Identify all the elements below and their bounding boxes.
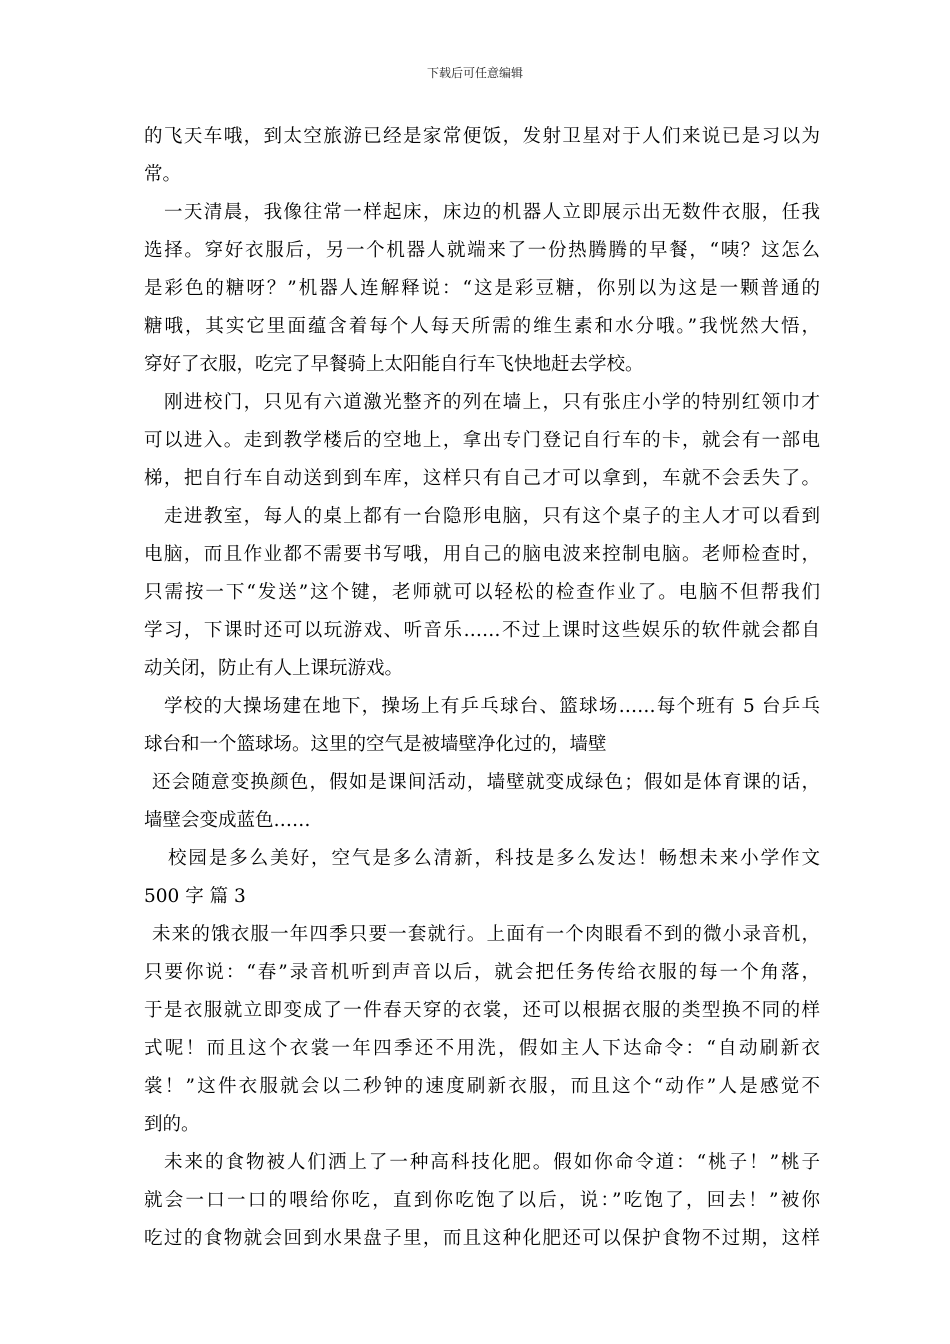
text-line: 可以进入。走到教学楼后的空地上，拿出专门登记自行车的卡，就会有一部电 xyxy=(144,430,820,451)
document-body xyxy=(144,118,820,1258)
text-line: 吃过的食物就会回到水果盘子里，而且这种化肥还可以保护食物不过期，这样 xyxy=(144,1228,820,1249)
text-line: 未来的食物被人们洒上了一种高科技化肥。假如你命令道：“桃子！”桃子 xyxy=(164,1152,820,1173)
text-line: 学习，下课时还可以玩游戏、听音乐……不过上课时这些娱乐的软件就会都自 xyxy=(144,620,820,641)
text-line: 500 字 篇 3 xyxy=(144,886,246,907)
text-line: 还会随意变换颜色，假如是课间活动，墙壁就变成绿色；假如是体育课的话， xyxy=(152,772,820,793)
text-line: 式呢！而且这个衣裳一年四季还不用洗，假如主人下达命令：“自动刷新衣 xyxy=(144,1038,820,1059)
text-line: 裳！”这件衣服就会以二秒钟的速度刷新衣服，而且这个“动作”人是感觉不 xyxy=(144,1076,820,1097)
text-line: 于是衣服就立即变成了一件春天穿的衣裳，还可以根据衣服的类型换不同的样 xyxy=(144,1000,820,1021)
text-line: 穿好了衣服，吃完了早餐骑上太阳能自行车飞快地赶去学校。 xyxy=(144,354,644,375)
text-line: 未来的饿衣服一年四季只要一套就行。上面有一个肉眼看不到的微小录音机， xyxy=(152,924,820,945)
text-line: 校园是多么美好，空气是多么清新，科技是多么发达！畅想未来小学作文 xyxy=(168,848,820,869)
text-line: 选择。穿好衣服后，另一个机器人就端来了一份热腾腾的早餐，“咦？这怎么 xyxy=(144,240,820,261)
text-line: 球台和一个篮球场。这里的空气是被墙壁净化过的，墙壁 xyxy=(144,734,607,755)
page-header: 下载后可任意编辑 xyxy=(426,66,523,80)
text-line: 糖哦，其实它里面蕴含着每个人每天所需的维生素和水分哦。”我恍然大悟， xyxy=(144,316,820,337)
text-line: 学校的大操场建在地下，操场上有乒乓球台、篮球场……每个班有 5 台乒乓 xyxy=(164,696,820,717)
text-line: 是彩色的糖呀？”机器人连解释说：“这是彩豆糖，你别以为这是一颗普通的 xyxy=(144,278,820,299)
text-line: 电脑，而且作业都不需要书写哦，用自己的脑电波来控制电脑。老师检查时， xyxy=(144,544,820,565)
text-line: 的飞天车哦，到太空旅游已经是家常便饭，发射卫星对于人们来说已是习以为 xyxy=(144,126,820,147)
text-line: 只需按一下“发送”这个键，老师就可以轻松的检查作业了。电脑不但帮我们 xyxy=(144,582,820,603)
text-line: 到的。 xyxy=(144,1114,200,1135)
text-line: 走进教室，每人的桌上都有一台隐形电脑，只有这个桌子的主人才可以看到 xyxy=(164,506,820,527)
text-line: 只要你说：“春”录音机听到声音以后，就会把任务传给衣服的每一个角落， xyxy=(144,962,820,983)
text-line: 就会一口一口的喂给你吃，直到你吃饱了以后，说：”吃饱了，回去！”被你 xyxy=(144,1190,820,1211)
text-line: 梯，把自行车自动送到到车库，这样只有自己才可以拿到，车就不会丢失了。 xyxy=(144,468,820,489)
text-line: 常。 xyxy=(144,164,182,185)
text-line: 刚进校门，只见有六道激光整齐的列在墙上，只有张庄小学的特别红领巾才 xyxy=(164,392,820,413)
text-line: 一天清晨，我像往常一样起床，床边的机器人立即展示出无数件衣服，任我 xyxy=(164,202,820,223)
text-line: 墙壁会变成蓝色…… xyxy=(144,810,311,831)
text-line: 动关闭，防止有人上课玩游戏。 xyxy=(144,658,404,679)
